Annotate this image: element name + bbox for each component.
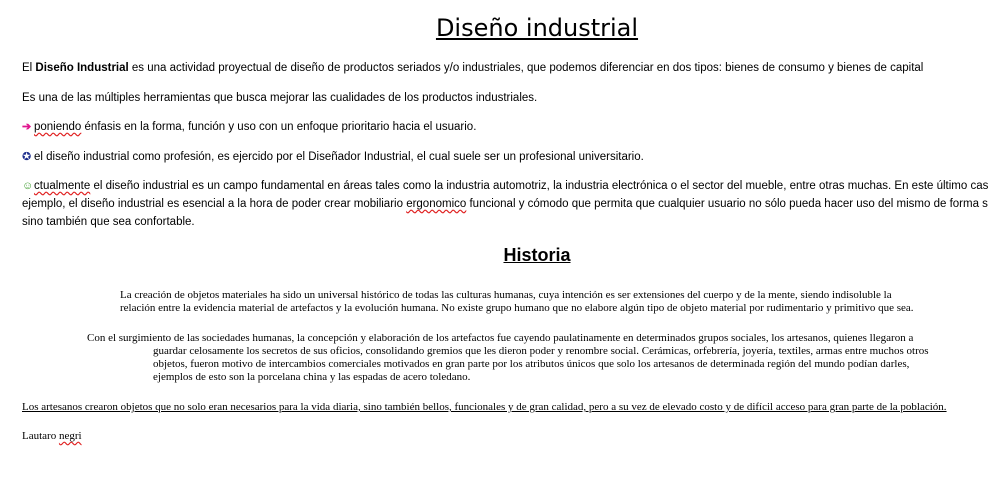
bullet-3-word: ctualmente [34,180,91,192]
historia-p2-line4: ejemplos de esto son la porcelana china y las espadas de acero toledano. [153,371,471,383]
intro-paragraph [22,61,923,75]
historia-p2-line2: guardar celosamente los secretos de sus oficios, consolidando gremios que les dieron poder y renombre social. Cerámicas, orfebrería, joyería, textiles, armas entre muchos otros [153,345,929,357]
author-first-name: Lautaro [22,430,59,442]
author-signature [22,430,82,443]
bullet-2 [22,150,644,164]
bullet-1 [22,120,476,134]
smiley-icon: ☺ [22,180,34,192]
bullet-1-word: poniendo [34,121,82,133]
bullet-3-line2-post: funcional y cómodo que permita que cualquier usuario no sólo pueda hacer uso del mismo de forma s [466,198,988,210]
historia-p3: Los artesanos crearon objetos que no solo eran necesarios para la vida diaria, sino también bellos, funcionales y de gran calidad, pero a su vez de elevado costo y de difícil acceso para gran parte de la población. [22,401,947,413]
intro-pre: El [22,62,36,74]
bullet-3-line1: el diseño industrial es un campo fundamental en áreas tales como la industria automotriz, la industria electrónica o el sector del mueble, entre otras muchas. En este último cas [90,180,989,192]
arrow-right-icon: ➔ [22,121,32,133]
historia-p1-line1: La creación de objetos materiales ha sido un universal histórico de todas las culturas humanas, cuya intención es ser extensiones del cuerpo y de la mente, siendo indisoluble la [120,289,892,301]
bullet-3-line2-pre: ejemplo, el diseño industrial es esencial a la hora de poder crear mobiliario [22,198,407,210]
section-heading-historia: Historia [503,245,571,265]
bullet-1-text: énfasis en la forma, función y uso con un enfoque prioritario hacia el usuario. [81,121,477,133]
paragraph-2: Es una de las múltiples herramientas que busca mejorar las cualidades de los productos industriales. [22,92,538,104]
author-last-name: negri [58,430,82,442]
bullet-3 [22,179,988,193]
document-title: Diseño industrial [435,14,639,42]
historia-p2-line1: Con el surgimiento de las sociedades humanas, la concepción y elaboración de los artefactos fue cayendo paulatinamente en determinados grupos sociales, los artesanos, quienes llegaron a [87,332,914,344]
intro-post: es una actividad proyectual de diseño de productos seriados y/o industriales, que podemos diferenciar en dos tipos: bienes de consumo y bienes de capital [128,62,924,74]
star-icon: ✪ [22,151,32,163]
historia-p2-line3: objetos, fueron motivo de intercambios comerciales motivados en gran parte por los atributos únicos que solo los artesanos de determinada región del mundo podían darles, [153,358,910,370]
bullet-3-line-2 [22,197,988,211]
bullet-3-line-3: sino también que sea confortable. [22,216,195,228]
intro-bold-term: Diseño Industrial [35,62,129,74]
bullet-2-text: el diseño industrial como profesión, es ejercido por el Diseñador Industrial, el cual suele ser un profesional universitario. [34,151,644,163]
bullet-3-line2-word: ergonomico [406,198,467,210]
historia-p1-line2: relación entre la evidencia material de artefactos y la evolución humana. No existe grupo humano que no elabore algún tipo de objeto material por rudimentario y primitivo que sea. [120,302,914,314]
